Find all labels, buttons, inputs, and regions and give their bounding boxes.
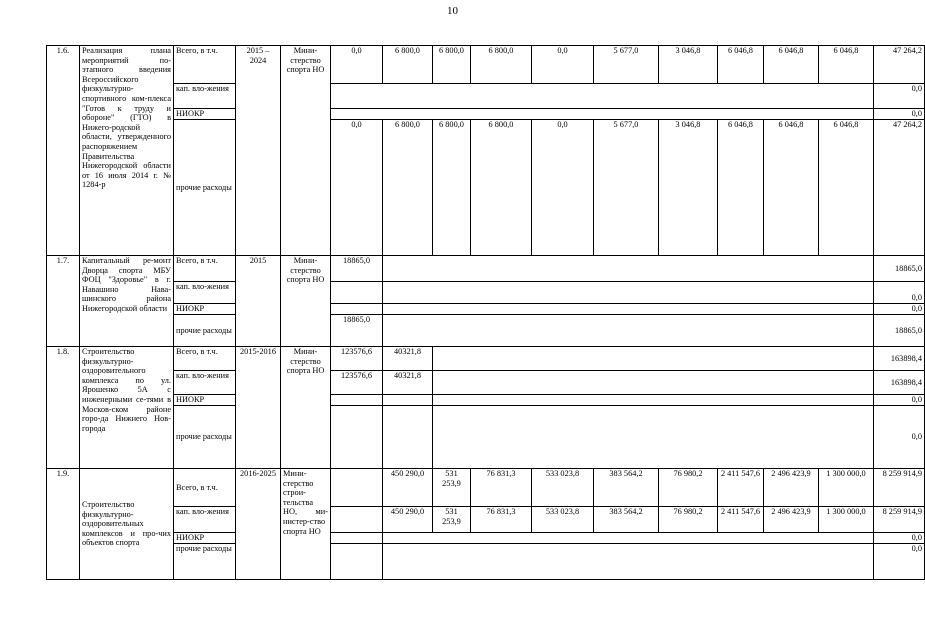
total-cell: 0,0 — [874, 304, 925, 315]
value-cell: 6 046,8 — [718, 120, 764, 256]
value-cell: 2 411 547,6 — [718, 469, 764, 507]
period-cell: 2016-2025 — [236, 469, 281, 580]
value-cell: 1 300 000,0 — [819, 469, 874, 507]
label-total: Всего, в т.ч. — [174, 46, 236, 84]
row-number: 1.9. — [47, 469, 80, 580]
total-cell: 0,0 — [874, 395, 925, 406]
value-cell: 6 800,0 — [383, 46, 433, 84]
event-title: Реализация плана мероприятий по-этапного введения Всероссийского физкультурно-спортивного ком-плекса "Готов к труду и обороне" (ГТО) в Нижего-родской области, утвержденного распоряжением Правительства Нижегородской области от 16 июля 2014 г. № 1284-р — [80, 46, 174, 256]
period-cell: 2015 – 2024 — [236, 46, 281, 256]
value-cell: 0,0 — [331, 46, 383, 84]
total-cell: 0,0 — [874, 109, 925, 120]
label-capital: кап. вло-жения — [174, 84, 236, 109]
period-cell: 2015 — [236, 256, 281, 347]
table-row — [47, 256, 925, 282]
value-cell: 533 023,8 — [532, 507, 594, 533]
total-cell: 0,0 — [874, 406, 925, 469]
label-capital: кап. вло-жения — [174, 282, 236, 304]
executor-cell: Мини-стерство строи-тельства НО, ми-нистер-ство спорта НО — [281, 469, 331, 580]
value-cell: 450 290,0 — [383, 507, 433, 533]
table-row — [47, 84, 925, 109]
total-cell: 47 264,2 — [874, 120, 925, 256]
total-cell: 163898,4 — [874, 371, 925, 395]
value-cell: 6 046,8 — [819, 120, 874, 256]
total-cell: 18865,0 — [874, 315, 925, 347]
executor-cell: Мини-стерство спорта НО — [281, 347, 331, 469]
value-cell: 6 046,8 — [764, 120, 819, 256]
table-row — [47, 406, 925, 469]
value-cell: 1 300 000,0 — [819, 507, 874, 533]
total-cell: 0,0 — [874, 282, 925, 304]
table-row — [47, 533, 925, 544]
table-row — [47, 371, 925, 395]
table-row — [47, 282, 925, 304]
value-cell: 383 564,2 — [594, 469, 659, 507]
value-cell: 6 046,8 — [819, 46, 874, 84]
table-row — [47, 120, 925, 256]
table-row — [47, 304, 925, 315]
value-cell: 6 800,0 — [433, 46, 471, 84]
executor-cell: Мини-стерство спорта НО — [281, 256, 331, 347]
label-other: прочие расходы — [174, 406, 236, 469]
value-cell: 383 564,2 — [594, 507, 659, 533]
value-cell: 40321,8 — [383, 371, 433, 395]
label-niokr: НИОКР — [174, 304, 236, 315]
value-cell: 0,0 — [532, 46, 594, 84]
table-row — [47, 544, 925, 580]
value-cell: 2 496 423,9 — [764, 507, 819, 533]
value-cell: 3 046,8 — [659, 120, 718, 256]
value-cell: 5 677,0 — [594, 120, 659, 256]
label-other: прочие расходы — [174, 544, 236, 580]
table-row — [47, 469, 925, 507]
label-other: прочие расходы — [174, 315, 236, 347]
label-capital: кап. вло-жения — [174, 507, 236, 533]
value-cell: 123576,6 — [331, 347, 383, 371]
value-cell: 76 831,3 — [471, 469, 532, 507]
period-cell: 2015-2016 — [236, 347, 281, 469]
program-budget-table — [46, 45, 925, 580]
total-cell: 0,0 — [874, 533, 925, 544]
value-cell — [331, 507, 383, 533]
value-cell: 6 046,8 — [718, 46, 764, 84]
value-cell: 3 046,8 — [659, 46, 718, 84]
event-title: Капитальный ре-монт Дворца спорта МБУ ФОЦ "Здоровье" в г. Навашино Нава-шинского района Нижегородской области — [80, 256, 174, 347]
table-row — [47, 395, 925, 406]
value-cell: 76 980,2 — [659, 469, 718, 507]
label-niokr: НИОКР — [174, 395, 236, 406]
value-cell: 531 253,9 — [433, 469, 471, 507]
value-cell: 0,0 — [331, 120, 383, 256]
label-niokr: НИОКР — [174, 533, 236, 544]
label-total: Всего, в т.ч. — [174, 469, 236, 507]
table-row — [47, 46, 925, 84]
event-title: Строительство физкультурно-оздоровительного комплекса по ул. Ярошенко 5А с инженерными се-тями в Москов-ском районе горо-да Нижнего Нов-города — [80, 347, 174, 469]
label-total: Всего, в т.ч. — [174, 256, 236, 282]
value-cell: 6 046,8 — [764, 46, 819, 84]
table-row — [47, 109, 925, 120]
label-total: Всего, в т.ч. — [174, 347, 236, 371]
total-cell: 163898,4 — [874, 347, 925, 371]
value-cell: 6 800,0 — [383, 120, 433, 256]
total-cell: 18865,0 — [874, 256, 925, 282]
label-other: прочие расходы — [174, 120, 236, 256]
value-cell: 76 831,3 — [471, 507, 532, 533]
value-cell: 5 677,0 — [594, 46, 659, 84]
value-cell: 76 980,2 — [659, 507, 718, 533]
label-niokr: НИОКР — [174, 109, 236, 120]
total-cell: 47 264,2 — [874, 46, 925, 84]
table-row — [47, 315, 925, 347]
page-number: 10 — [447, 5, 458, 17]
total-cell: 0,0 — [874, 84, 925, 109]
table-row — [47, 347, 925, 371]
value-cell: 18865,0 — [331, 256, 383, 282]
value-cell: 18865,0 — [331, 315, 383, 347]
label-capital: кап. вло-жения — [174, 371, 236, 395]
total-cell: 8 259 914,9 — [874, 507, 925, 533]
value-cell: 450 290,0 — [383, 469, 433, 507]
value-cell: 533 023,8 — [532, 469, 594, 507]
value-cell: 123576,6 — [331, 371, 383, 395]
value-cell: 0,0 — [532, 120, 594, 256]
executor-cell: Мини-стерство спорта НО — [281, 46, 331, 256]
total-cell: 0,0 — [874, 544, 925, 580]
event-title: Строительство физкультурно-оздоровительных комплексов и про-чих объектов спорта — [80, 469, 174, 580]
value-cell: 6 800,0 — [433, 120, 471, 256]
row-number: 1.7. — [47, 256, 80, 347]
table-row — [47, 507, 925, 533]
value-cell: 6 800,0 — [471, 46, 532, 84]
total-cell: 8 259 914,9 — [874, 469, 925, 507]
value-cell: 2 411 547,6 — [718, 507, 764, 533]
value-cell: 6 800,0 — [471, 120, 532, 256]
row-number: 1.6. — [47, 46, 80, 256]
value-cell — [331, 469, 383, 507]
value-cell: 40321,8 — [383, 347, 433, 371]
value-cell: 2 496 423,9 — [764, 469, 819, 507]
row-number: 1.8. — [47, 347, 80, 469]
value-cell: 531 253,9 — [433, 507, 471, 533]
